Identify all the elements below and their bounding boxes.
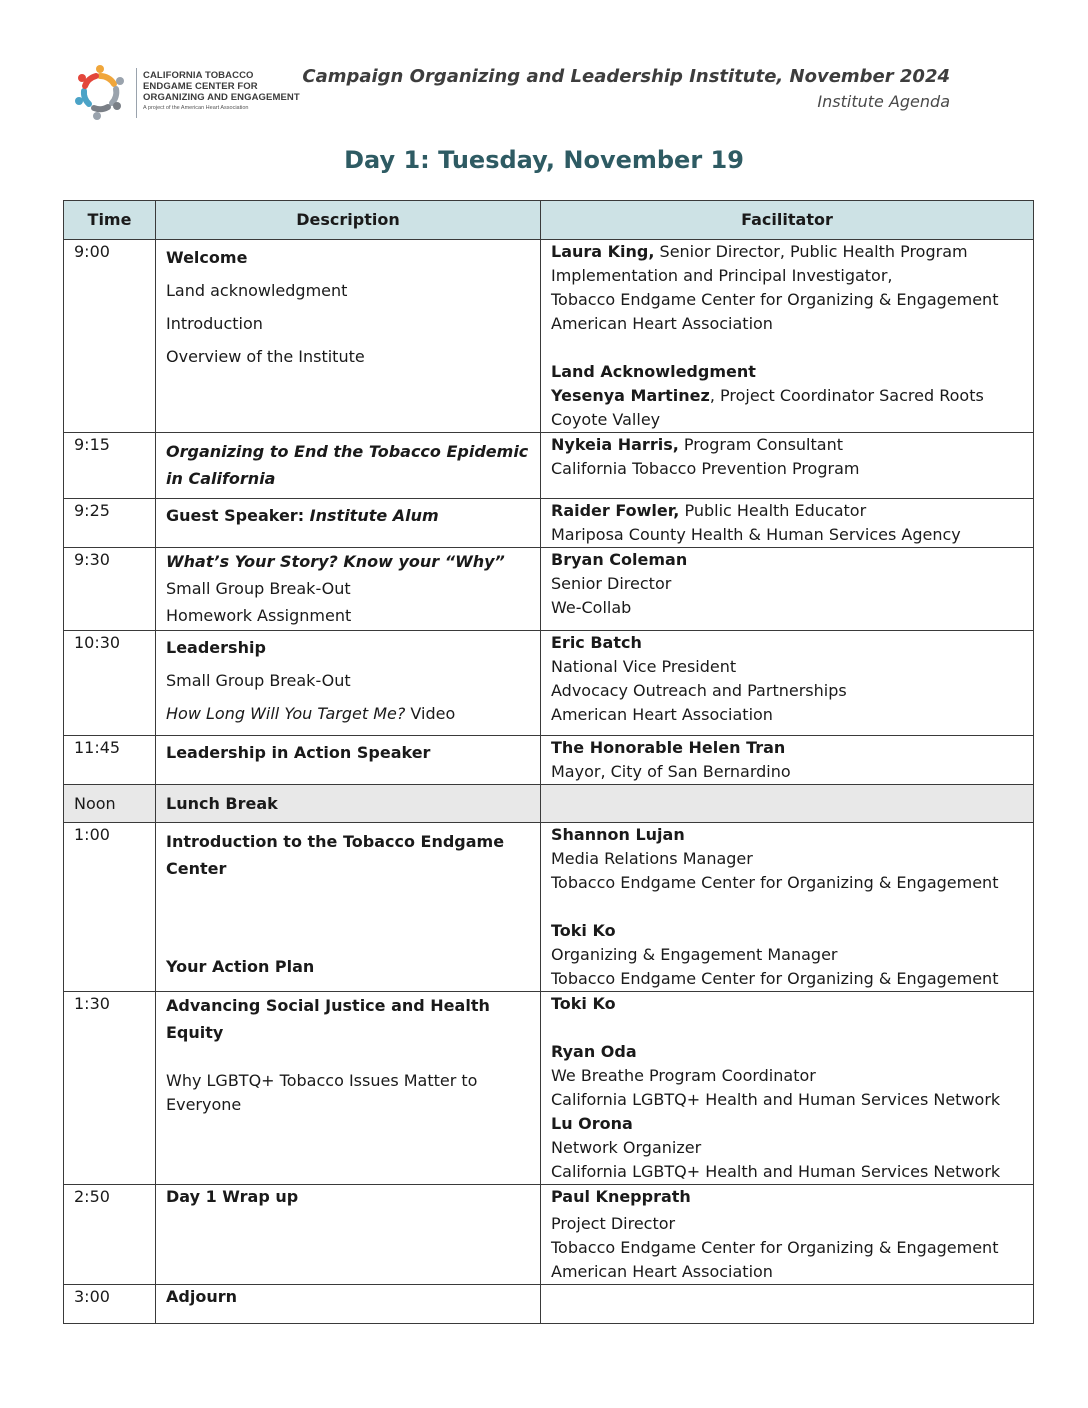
- facilitator-line: Tobacco Endgame Center for Organizing & Engagement: [551, 1238, 999, 1257]
- description-cell: [156, 823, 541, 992]
- facilitator-line: American Heart Association: [551, 705, 773, 724]
- description-cell: Lunch Break: [156, 785, 541, 823]
- video-title: How Long Will You Target Me?: [166, 704, 406, 723]
- description-cell: [156, 631, 541, 736]
- session-item: Small Group Break-Out: [166, 579, 351, 598]
- facilitator-line: [551, 433, 1023, 457]
- description-cell: [156, 736, 541, 785]
- facilitator-cell: [541, 992, 1034, 1185]
- logo-divider: [136, 68, 137, 118]
- facilitator-line: American Heart Association: [551, 314, 773, 333]
- facilitator-title: Senior Director, Public Health Program: [654, 242, 968, 261]
- description-cell: [156, 992, 541, 1185]
- facilitator-cell: [541, 240, 1034, 433]
- facilitator-line: [551, 384, 1023, 408]
- facilitator-cell: [541, 736, 1034, 785]
- table-row-lunch: [64, 785, 1034, 823]
- facilitator-line: California LGBTQ+ Health and Human Services Network: [551, 1090, 1001, 1109]
- table-row: [64, 499, 1034, 548]
- session-title: [166, 504, 530, 528]
- session-title: Welcome: [166, 248, 248, 267]
- day-title: Day 1: Tuesday, November 19: [344, 146, 744, 174]
- session-item: [166, 702, 530, 726]
- description-cell: [156, 433, 541, 499]
- logo-text: [143, 70, 300, 111]
- agenda-table: [63, 200, 1034, 1324]
- table-row: [64, 1285, 1034, 1324]
- facilitator-name: Raider Fowler,: [551, 501, 680, 520]
- table-row: [64, 240, 1034, 433]
- time-cell: 9:25: [64, 499, 156, 548]
- table-row: [64, 1185, 1034, 1285]
- facilitator-name: Bryan Coleman: [551, 550, 688, 569]
- facilitator-name: Laura King,: [551, 242, 655, 261]
- session-title: Leadership: [166, 638, 266, 657]
- facilitator-line: Mayor, City of San Bernardino: [551, 762, 791, 781]
- facilitator-line: Senior Director: [551, 574, 672, 593]
- session-title: Adjourn: [166, 1287, 237, 1306]
- session-item: Small Group Break-Out: [166, 671, 351, 690]
- facilitator-title: Program Consultant: [678, 435, 843, 454]
- facilitator-name: Shannon Lujan: [551, 825, 685, 844]
- facilitator-name: Ryan Oda: [551, 1042, 637, 1061]
- facilitator-line: Advocacy Outreach and Partnerships: [551, 681, 847, 700]
- organization-logo: [70, 62, 310, 124]
- document-header-subtitle: Institute Agenda: [817, 92, 950, 111]
- logo-line-3: ORGANIZING AND ENGAGEMENT: [143, 92, 300, 103]
- time-cell: 2:50: [64, 1185, 156, 1285]
- time-cell: 11:45: [64, 736, 156, 785]
- document-header-title: Campaign Organizing and Leadership Institute, November 2024: [302, 66, 950, 87]
- facilitator-line: Implementation and Principal Investigator,: [551, 266, 893, 285]
- table-row: [64, 631, 1034, 736]
- time-cell: 1:00: [64, 823, 156, 992]
- facilitator-line: Tobacco Endgame Center for Organizing & Engagement: [551, 873, 999, 892]
- time-cell: 3:00: [64, 1285, 156, 1324]
- table-header-row: [64, 201, 1034, 240]
- facilitator-line: Tobacco Endgame Center for Organizing & Engagement: [551, 290, 999, 309]
- facilitator-name: Nykeia Harris,: [551, 435, 679, 454]
- session-title: Leadership in Action Speaker: [166, 743, 431, 762]
- header-time: Time: [64, 201, 156, 240]
- people-circle-logo-icon: [70, 62, 130, 122]
- table-row: [64, 736, 1034, 785]
- facilitator-cell: [541, 548, 1034, 631]
- time-cell: 9:30: [64, 548, 156, 631]
- time-cell: 1:30: [64, 992, 156, 1185]
- facilitator-name: Toki Ko: [551, 921, 616, 940]
- logo-line-1: CALIFORNIA TOBACCO: [143, 70, 254, 81]
- description-cell: [156, 548, 541, 631]
- facilitator-line: Mariposa County Health & Human Services Agency: [551, 525, 961, 544]
- table-row: [64, 823, 1034, 992]
- facilitator-name: Eric Batch: [551, 633, 642, 652]
- facilitator-line: California LGBTQ+ Health and Human Services Network: [551, 1162, 1001, 1181]
- time-cell: Noon: [64, 785, 156, 823]
- facilitator-line: [551, 240, 1023, 264]
- facilitator-line: Tobacco Endgame Center for Organizing & Engagement: [551, 969, 999, 988]
- facilitator-line: Project Director: [551, 1214, 676, 1233]
- session-title: Advancing Social Justice and Health Equity: [166, 996, 490, 1042]
- header-description: Description: [156, 201, 541, 240]
- facilitator-role-heading: Land Acknowledgment: [551, 362, 756, 381]
- header-facilitator: Facilitator: [541, 201, 1034, 240]
- session-title: What’s Your Story? Know your “Why”: [166, 552, 505, 571]
- facilitator-line: Network Organizer: [551, 1138, 702, 1157]
- facilitator-cell: [541, 1185, 1034, 1285]
- facilitator-cell: [541, 499, 1034, 548]
- facilitator-line: Coyote Valley: [551, 410, 661, 429]
- session-title-label: Guest Speaker:: [166, 506, 310, 525]
- facilitator-line: Organizing & Engagement Manager: [551, 945, 838, 964]
- facilitator-cell: [541, 785, 1034, 823]
- session-item: Land acknowledgment: [166, 281, 348, 300]
- session-title: Your Action Plan: [166, 957, 315, 976]
- facilitator-line: We Breathe Program Coordinator: [551, 1066, 816, 1085]
- session-item: Homework Assignment: [166, 606, 352, 625]
- facilitator-line: [551, 499, 1023, 523]
- facilitator-name: Paul Knepprath: [551, 1187, 691, 1206]
- facilitator-name: Lu Orona: [551, 1114, 633, 1133]
- time-cell: 9:15: [64, 433, 156, 499]
- facilitator-line: California Tobacco Prevention Program: [551, 459, 860, 478]
- facilitator-cell: [541, 631, 1034, 736]
- session-title: Day 1 Wrap up: [166, 1187, 299, 1206]
- description-cell: [156, 1185, 541, 1285]
- session-item-suffix: Video: [405, 704, 456, 723]
- time-cell: 10:30: [64, 631, 156, 736]
- table-row: [64, 433, 1034, 499]
- description-cell: [156, 499, 541, 548]
- facilitator-cell: [541, 433, 1034, 499]
- table-row: [64, 548, 1034, 631]
- facilitator-cell: [541, 823, 1034, 992]
- facilitator-line: Media Relations Manager: [551, 849, 753, 868]
- facilitator-cell: [541, 1285, 1034, 1324]
- session-title: Introduction to the Tobacco Endgame Center: [166, 832, 505, 878]
- description-cell: [156, 240, 541, 433]
- logo-subline: A project of the American Heart Association: [143, 105, 249, 111]
- logo-line-2: ENDGAME CENTER FOR: [143, 81, 258, 92]
- description-cell: [156, 1285, 541, 1324]
- facilitator-name: Yesenya Martinez: [551, 386, 710, 405]
- facilitator-line: National Vice President: [551, 657, 737, 676]
- session-item: Introduction: [166, 314, 263, 333]
- facilitator-name: The Honorable Helen Tran: [551, 738, 786, 757]
- session-title: Organizing to End the Tobacco Epidemic in California: [166, 442, 529, 488]
- session-item: Overview of the Institute: [166, 347, 365, 366]
- facilitator-name: Toki Ko: [551, 994, 616, 1013]
- session-title-italic: Institute Alum: [309, 506, 439, 525]
- facilitator-title: , Project Coordinator Sacred Roots: [709, 386, 984, 405]
- table-row: [64, 992, 1034, 1185]
- facilitator-line: American Heart Association: [551, 1262, 773, 1281]
- session-item: Why LGBTQ+ Tobacco Issues Matter to Everyone: [166, 1071, 478, 1114]
- time-cell: 9:00: [64, 240, 156, 433]
- facilitator-title: Public Health Educator: [679, 501, 867, 520]
- facilitator-line: We-Collab: [551, 598, 632, 617]
